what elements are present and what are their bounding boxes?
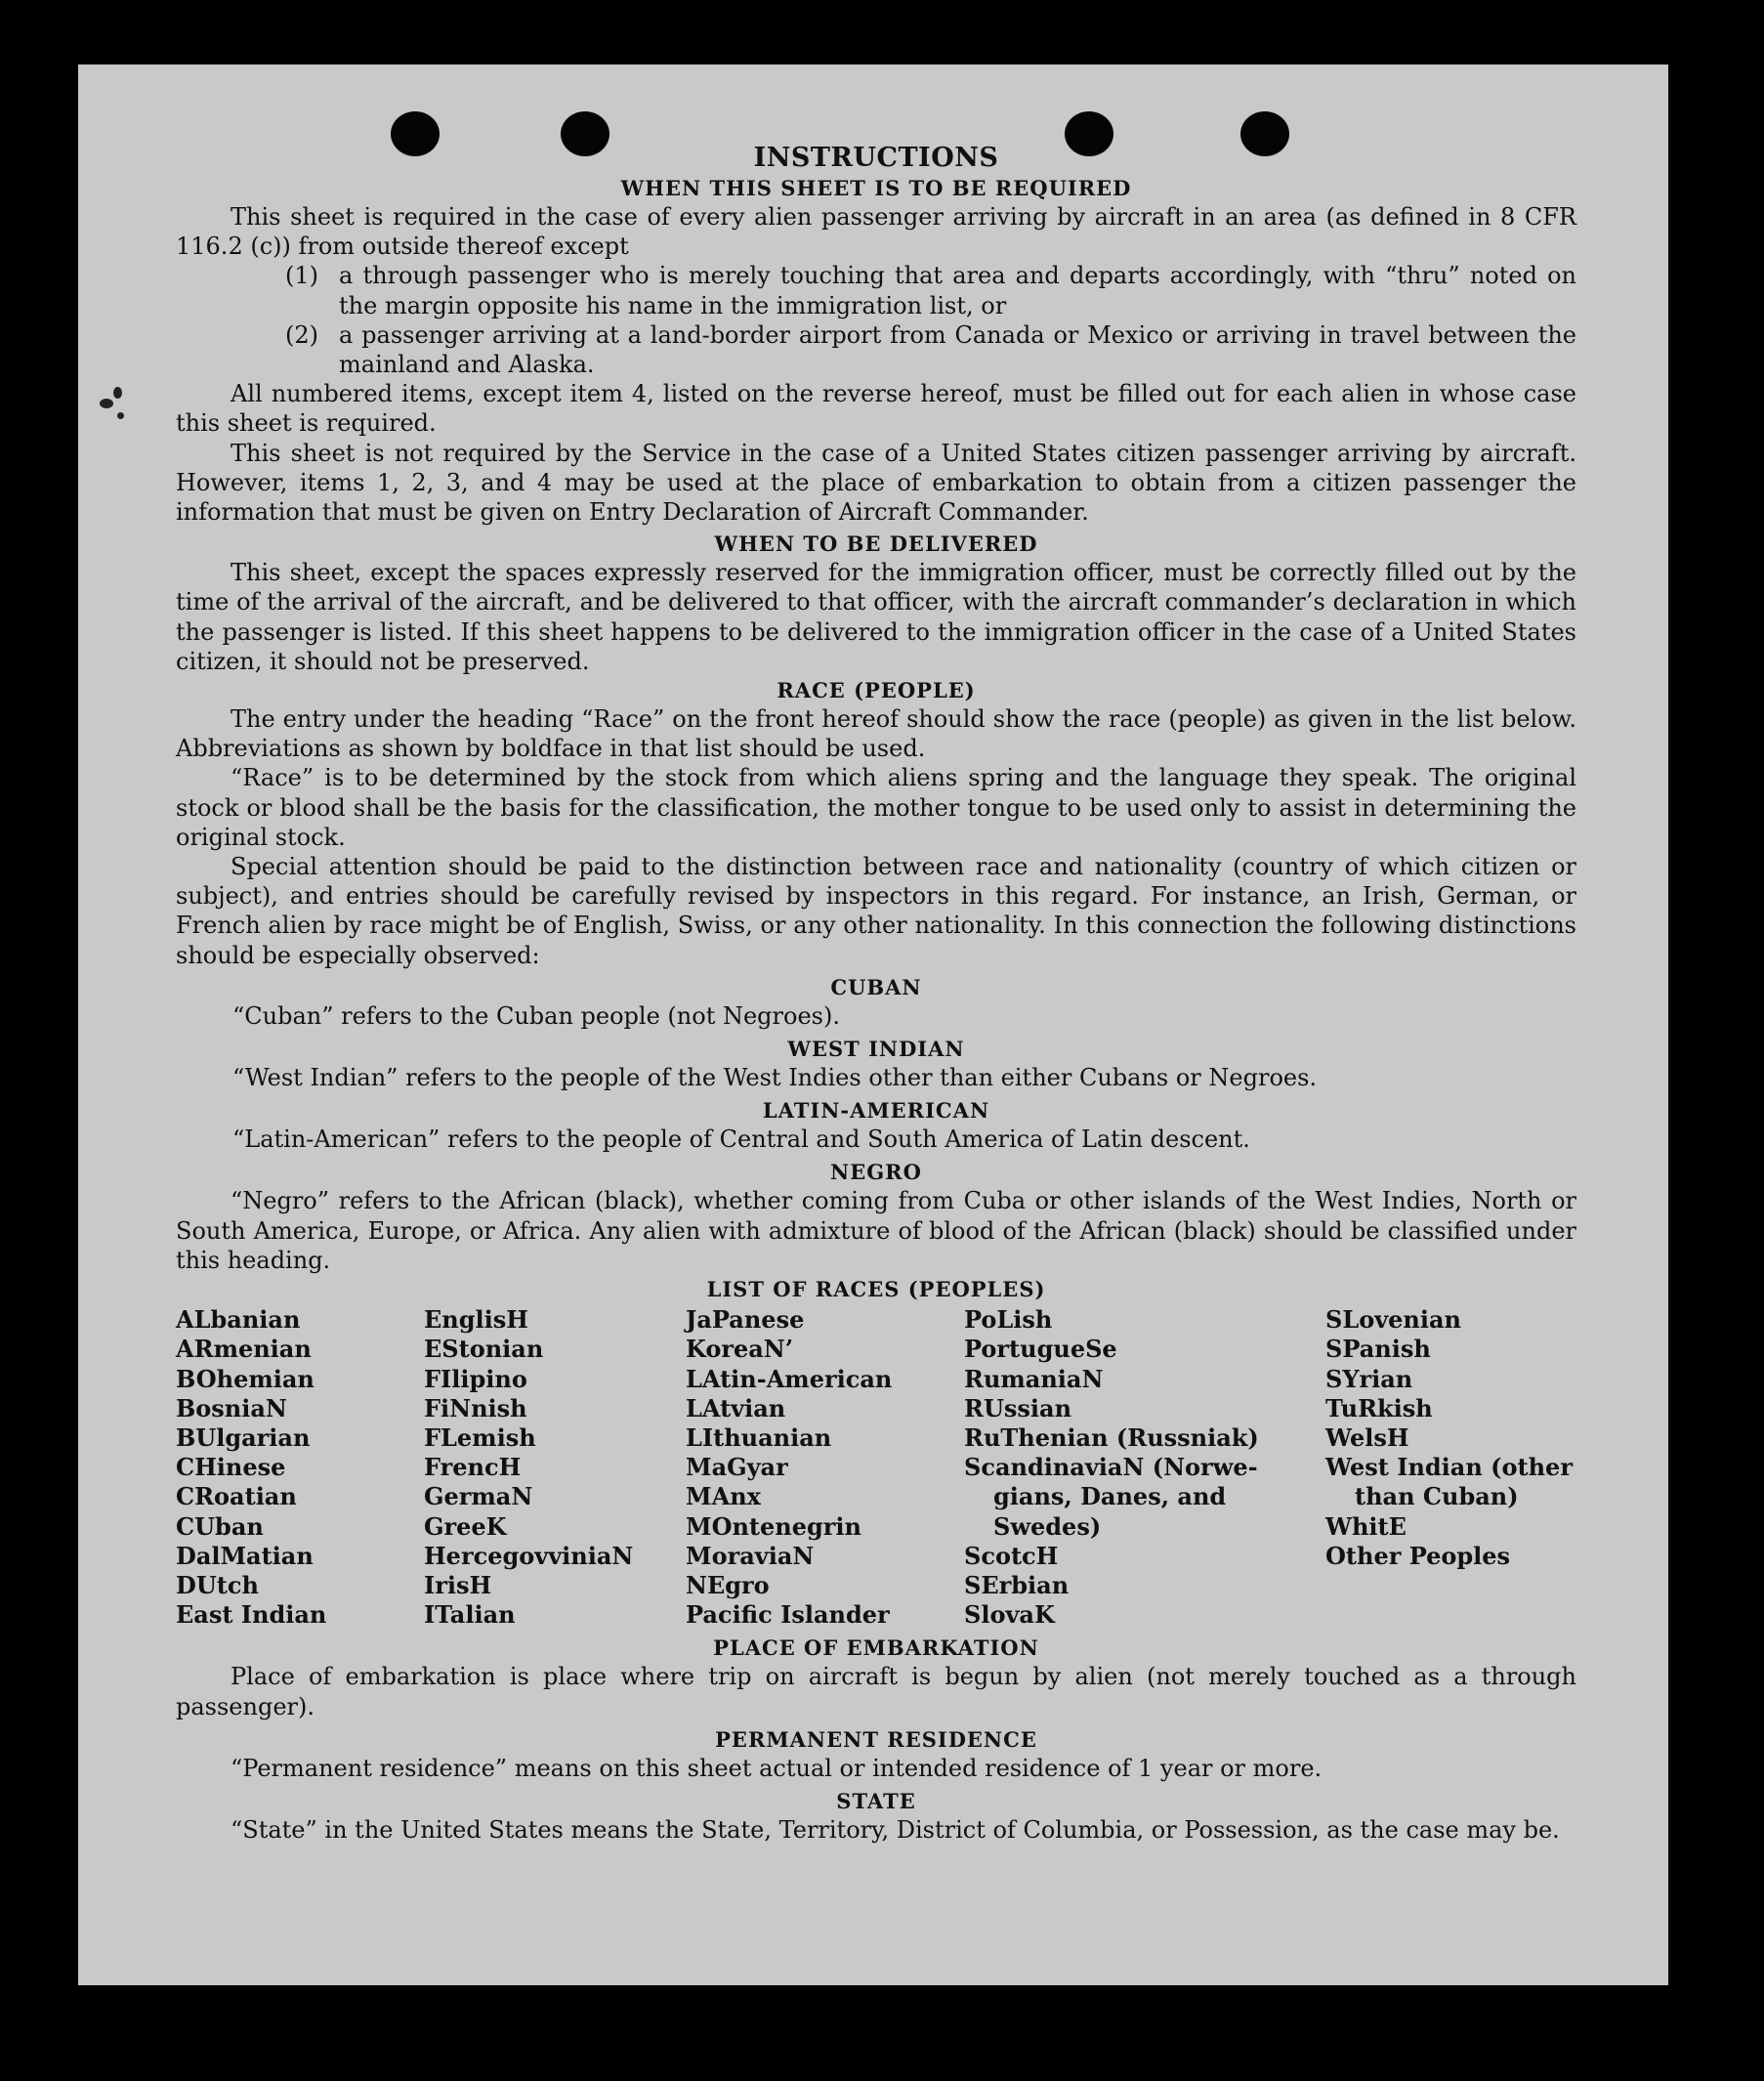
race-entry: Swedes)	[993, 1511, 1102, 1541]
race-entry: than Cuban)	[1355, 1482, 1519, 1511]
race-entry: NEgro	[686, 1570, 770, 1599]
race-entry: MaGyar	[686, 1453, 788, 1482]
paragraph: This sheet, except the spaces expressly reserved for the immigration officer, must be correctly filled out by the time of the arrival of the aircraft, and be delivered to that officer, with the aircraft commander’s declaration in which the passenger is listed. If this sheet happens to be delivered to the immigration officer in the case of a United States citizen, it should not be preserved.	[176, 559, 1576, 675]
paragraph: The entry under the heading “Race” on the front hereof should show the race (people) as given in the list below. Abbreviations as shown by boldface in that list should be used.	[176, 705, 1576, 763]
race-entry: MoraviaN	[686, 1541, 815, 1570]
race-entry: WelsH	[1325, 1423, 1409, 1452]
section-heading: RACE (PEOPLE)	[777, 678, 976, 703]
race-column	[424, 1305, 686, 1630]
race-entry: ARmenian	[176, 1335, 312, 1364]
paragraph: Place of embarkation is place where trip on aircraft is begun by alien (not merely touched as a through passenger).	[176, 1663, 1576, 1720]
race-entry: JaPanese	[686, 1305, 805, 1335]
section-heading: PERMANENT RESIDENCE	[715, 1726, 1037, 1752]
instructions-content	[176, 143, 1576, 1845]
section-heading: WEST INDIAN	[787, 1037, 965, 1062]
race-entry: ITalian	[424, 1600, 516, 1630]
race-entry: CHinese	[176, 1453, 286, 1482]
race-entry: DalMatian	[176, 1541, 314, 1570]
race-entry: RumaniaN	[964, 1364, 1104, 1393]
item-number: (1)	[285, 262, 318, 290]
paragraph: “West Indian” refers to the people of the West Indies other than either Cubans or Negroes.	[232, 1064, 1318, 1092]
race-entry: MAnx	[686, 1482, 761, 1511]
race-entry: ALbanian	[176, 1305, 301, 1335]
race-entry: KoreaN’	[686, 1335, 794, 1364]
race-entry: Other Peoples	[1325, 1541, 1511, 1570]
race-column	[964, 1305, 1325, 1630]
section-heading: LIST OF RACES (PEOPLES)	[706, 1277, 1046, 1302]
race-entry: FrencH	[424, 1453, 522, 1482]
race-entry: SlovaK	[964, 1600, 1055, 1630]
race-entry: HercegovviniaN	[424, 1541, 634, 1570]
race-entry: LAtin-American	[686, 1364, 893, 1393]
section-heading: CUBAN	[830, 974, 922, 999]
race-entry: East Indian	[176, 1600, 327, 1630]
race-entry: PortugueSe	[964, 1335, 1117, 1364]
section-heading: WHEN TO BE DELIVERED	[714, 531, 1038, 557]
page-title: INSTRUCTIONS	[753, 143, 999, 173]
race-entry: EStonian	[424, 1335, 544, 1364]
race-entry: gians, Danes, and	[993, 1482, 1227, 1511]
paragraph: All numbered items, except item 4, listed on the reverse hereof, must be filled out for each alien in whose case this sheet is required.	[176, 380, 1576, 438]
race-column	[176, 1305, 424, 1630]
race-entry: IrisH	[424, 1570, 492, 1599]
race-entry: LAtvian	[686, 1393, 786, 1423]
section-heading: LATIN-AMERICAN	[762, 1098, 990, 1124]
paragraph: “Permanent residence” means on this sheet actual or intended residence of 1 year or more.	[231, 1754, 1323, 1782]
race-entry: ScotcH	[964, 1541, 1059, 1570]
item-number: (2)	[285, 320, 318, 349]
section-heading: NEGRO	[830, 1160, 922, 1185]
race-column	[1325, 1305, 1576, 1630]
section-heading: STATE	[836, 1788, 916, 1813]
paragraph: “Latin-American” refers to the people of Central and South America of Latin descent.	[232, 1125, 1250, 1154]
race-entry: PoLish	[964, 1305, 1053, 1335]
race-entry: CUban	[176, 1511, 264, 1541]
race-entry: FIlipino	[424, 1364, 527, 1393]
paragraph: “State” in the United States means the State, Territory, District of Columbia, or Possession, as the case may be.	[231, 1815, 1560, 1844]
ink-speck	[117, 412, 124, 419]
race-list	[176, 1305, 1576, 1630]
race-entry: SYrian	[1325, 1364, 1413, 1393]
race-entry: LIthuanian	[686, 1423, 832, 1452]
race-entry: BOhemian	[176, 1364, 315, 1393]
race-entry: GreeK	[424, 1511, 507, 1541]
race-entry: CRoatian	[176, 1482, 297, 1511]
paragraph: This sheet is required in the case of every alien passenger arriving by aircraft in an area (as defined in 8 CFR 116.2 (c)) from outside thereof except	[176, 203, 1576, 261]
race-entry: West Indian (other	[1325, 1453, 1573, 1482]
race-entry: Pacific Islander	[686, 1600, 890, 1630]
paragraph: “Race” is to be determined by the stock from which aliens spring and the language they speak. The original stock or blood shall be the basis for the classification, the mother tongue to be used only to assist in determining the original stock.	[176, 764, 1576, 851]
list-item	[176, 261, 1576, 319]
race-entry: FLemish	[424, 1423, 536, 1452]
paragraph: “Negro” refers to the African (black), whether coming from Cuba or other islands of the West Indies, North or South America, Europe, or Africa. Any alien with admixture of blood of the African (black) should be classified under this heading.	[176, 1187, 1576, 1274]
race-entry: RUssian	[964, 1393, 1072, 1423]
race-entry: BosniaN	[176, 1393, 287, 1423]
document-sheet	[78, 64, 1668, 1985]
paragraph: This sheet is not required by the Service in the case of a United States citizen passenger arriving by aircraft. However, items 1, 2, 3, and 4 may be used at the place of embarkation to obtain from a citizen passenger the information that must be given on Entry Declaration of Aircraft Commander.	[176, 439, 1576, 527]
race-entry: SLovenian	[1325, 1305, 1461, 1335]
race-entry: TuRkish	[1325, 1393, 1433, 1423]
item-text: a passenger arriving at a land-border airport from Canada or Mexico or arriving in travel between the mainland and Alaska.	[339, 320, 1576, 379]
paragraph: Special attention should be paid to the distinction between race and nationality (country of which citizen or subject), and entries should be carefully revised by inspectors in this regard. For instance, an Irish, German, or French alien by race might be of English, Swiss, or any other nationality. In this connection the following distinctions should be especially observed:	[176, 853, 1576, 969]
list-item	[176, 320, 1576, 379]
ink-speck	[100, 399, 113, 408]
race-entry: SPanish	[1325, 1335, 1431, 1364]
section-heading: PLACE OF EMBARKATION	[713, 1635, 1039, 1661]
race-entry: SErbian	[964, 1570, 1070, 1599]
race-entry: ScandinaviaN (Norwe-	[964, 1453, 1258, 1482]
race-entry: GermaN	[424, 1482, 533, 1511]
race-entry: FiNnish	[424, 1393, 527, 1423]
paragraph: “Cuban” refers to the Cuban people (not Negroes).	[232, 1001, 840, 1030]
ink-speck	[113, 387, 122, 399]
item-text: a through passenger who is merely touching that area and departs accordingly, with “thru” noted on the margin opposite his name in the immigration list, or	[339, 262, 1576, 319]
race-entry: EnglisH	[424, 1305, 528, 1335]
race-entry: RuThenian (Russniak)	[964, 1423, 1259, 1452]
race-entry: DUtch	[176, 1570, 259, 1599]
race-column	[686, 1305, 964, 1630]
race-entry: MOntenegrin	[686, 1511, 861, 1541]
race-entry: BUlgarian	[176, 1423, 311, 1452]
race-entry: WhitE	[1325, 1511, 1407, 1541]
section-heading: WHEN THIS SHEET IS TO BE REQUIRED	[620, 176, 1132, 200]
